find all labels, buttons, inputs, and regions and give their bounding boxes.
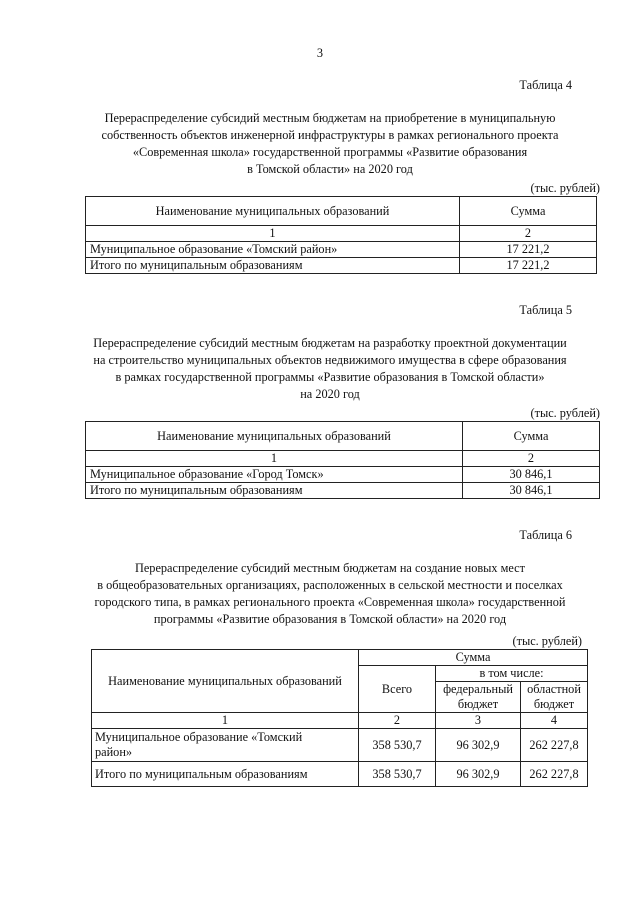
table5 (85, 421, 600, 499)
table-row (86, 483, 600, 499)
table6-col-name: Наименование муниципальных образований (92, 650, 359, 713)
row-sum: 17 221,2 (460, 258, 597, 274)
table-row (86, 242, 597, 258)
table6-col-fed (436, 682, 521, 713)
table-row (86, 258, 597, 274)
table4-label: Таблица 4 (519, 78, 572, 92)
table6-heading-line: в общеобразовательных организациях, расположенных в сельской местности и поселках (97, 578, 563, 592)
table6-heading-line: программы «Развитие образования в Томской области» на 2020 год (153, 612, 507, 626)
row-reg: 262 227,8 (521, 762, 588, 787)
row-name: Итого по муниципальным образованиям (86, 258, 460, 274)
table5-col-name: Наименование муниципальных образований (86, 422, 463, 451)
table6-col-total: Всего (359, 666, 436, 713)
table5-label: Таблица 5 (519, 303, 572, 317)
table4 (85, 196, 597, 274)
col-reg-line: бюджет (533, 697, 575, 711)
table4-col-sum: Сумма (460, 197, 597, 226)
table-row (92, 729, 588, 762)
table5-heading-line: Перераспределение субсидий местным бюджетам на разработку проектной документации (93, 336, 567, 350)
table4-units: (тыс. рублей) (530, 181, 600, 195)
col-fed-line: федеральный (443, 682, 513, 696)
table4-col-name: Наименование муниципальных образований (86, 197, 460, 226)
row-name-line: Муниципальное образование «Томский (95, 730, 303, 744)
table5-heading (60, 335, 600, 403)
row-sum: 30 846,1 (463, 467, 600, 483)
row-total: 358 530,7 (359, 729, 436, 762)
table5-num: 1 (86, 451, 463, 467)
table4-heading (60, 110, 600, 178)
page-number: 3 (316, 46, 324, 60)
table6 (91, 649, 588, 787)
table6-label: Таблица 6 (519, 528, 572, 542)
col-fed-line: бюджет (457, 697, 499, 711)
table6-num: 1 (92, 713, 359, 729)
table6-col-sum: Сумма (359, 650, 588, 666)
table5-heading-line: на строительство муниципальных объектов недвижимого имущества в сфере образования (93, 353, 567, 367)
row-fed: 96 302,9 (436, 762, 521, 787)
table6-num: 2 (359, 713, 436, 729)
table-row (92, 762, 588, 787)
row-fed: 96 302,9 (436, 729, 521, 762)
row-sum: 30 846,1 (463, 483, 600, 499)
table6-col-incl: в том числе: (436, 666, 588, 682)
table5-col-sum: Сумма (463, 422, 600, 451)
row-name-line: Итого по муниципальным образованиям (95, 766, 308, 781)
row-name-line: район» (95, 745, 133, 759)
table6-num: 4 (521, 713, 588, 729)
table6-heading (60, 560, 600, 628)
table6-units: (тыс. рублей) (512, 634, 582, 648)
table4-heading-line: Перераспределение субсидий местным бюджетам на приобретение в муниципальную (104, 111, 556, 125)
row-name (92, 762, 359, 787)
col-reg-line: областной (527, 682, 581, 696)
table5-heading-line: на 2020 год (300, 387, 360, 401)
row-name: Муниципальное образование «Город Томск» (86, 467, 463, 483)
table5-units: (тыс. рублей) (530, 406, 600, 420)
row-name: Итого по муниципальным образованиям (86, 483, 463, 499)
table4-heading-line: «Современная школа» государственной программы «Развитие образования (132, 145, 528, 159)
row-total: 358 530,7 (359, 762, 436, 787)
table-row (86, 467, 600, 483)
row-name: Муниципальное образование «Томский район» (86, 242, 460, 258)
table6-heading-line: городского типа, в рамках регионального проекта «Современная школа» государственной (94, 595, 566, 609)
table5-heading-line: в рамках государственной программы «Развитие образования в Томской области» (115, 370, 545, 384)
row-reg: 262 227,8 (521, 729, 588, 762)
row-name (92, 729, 359, 762)
table4-heading-line: собственность объектов инженерной инфраструктуры в рамках регионального проекта (101, 128, 559, 142)
table4-heading-line: в Томской области» на 2020 год (247, 162, 413, 176)
table6-heading-line: Перераспределение субсидий местным бюджетам на создание новых мест (134, 561, 526, 575)
table5-num: 2 (463, 451, 600, 467)
table6-num: 3 (436, 713, 521, 729)
table6-col-reg (521, 682, 588, 713)
row-sum: 17 221,2 (460, 242, 597, 258)
table4-num: 2 (460, 226, 597, 242)
table4-num: 1 (86, 226, 460, 242)
